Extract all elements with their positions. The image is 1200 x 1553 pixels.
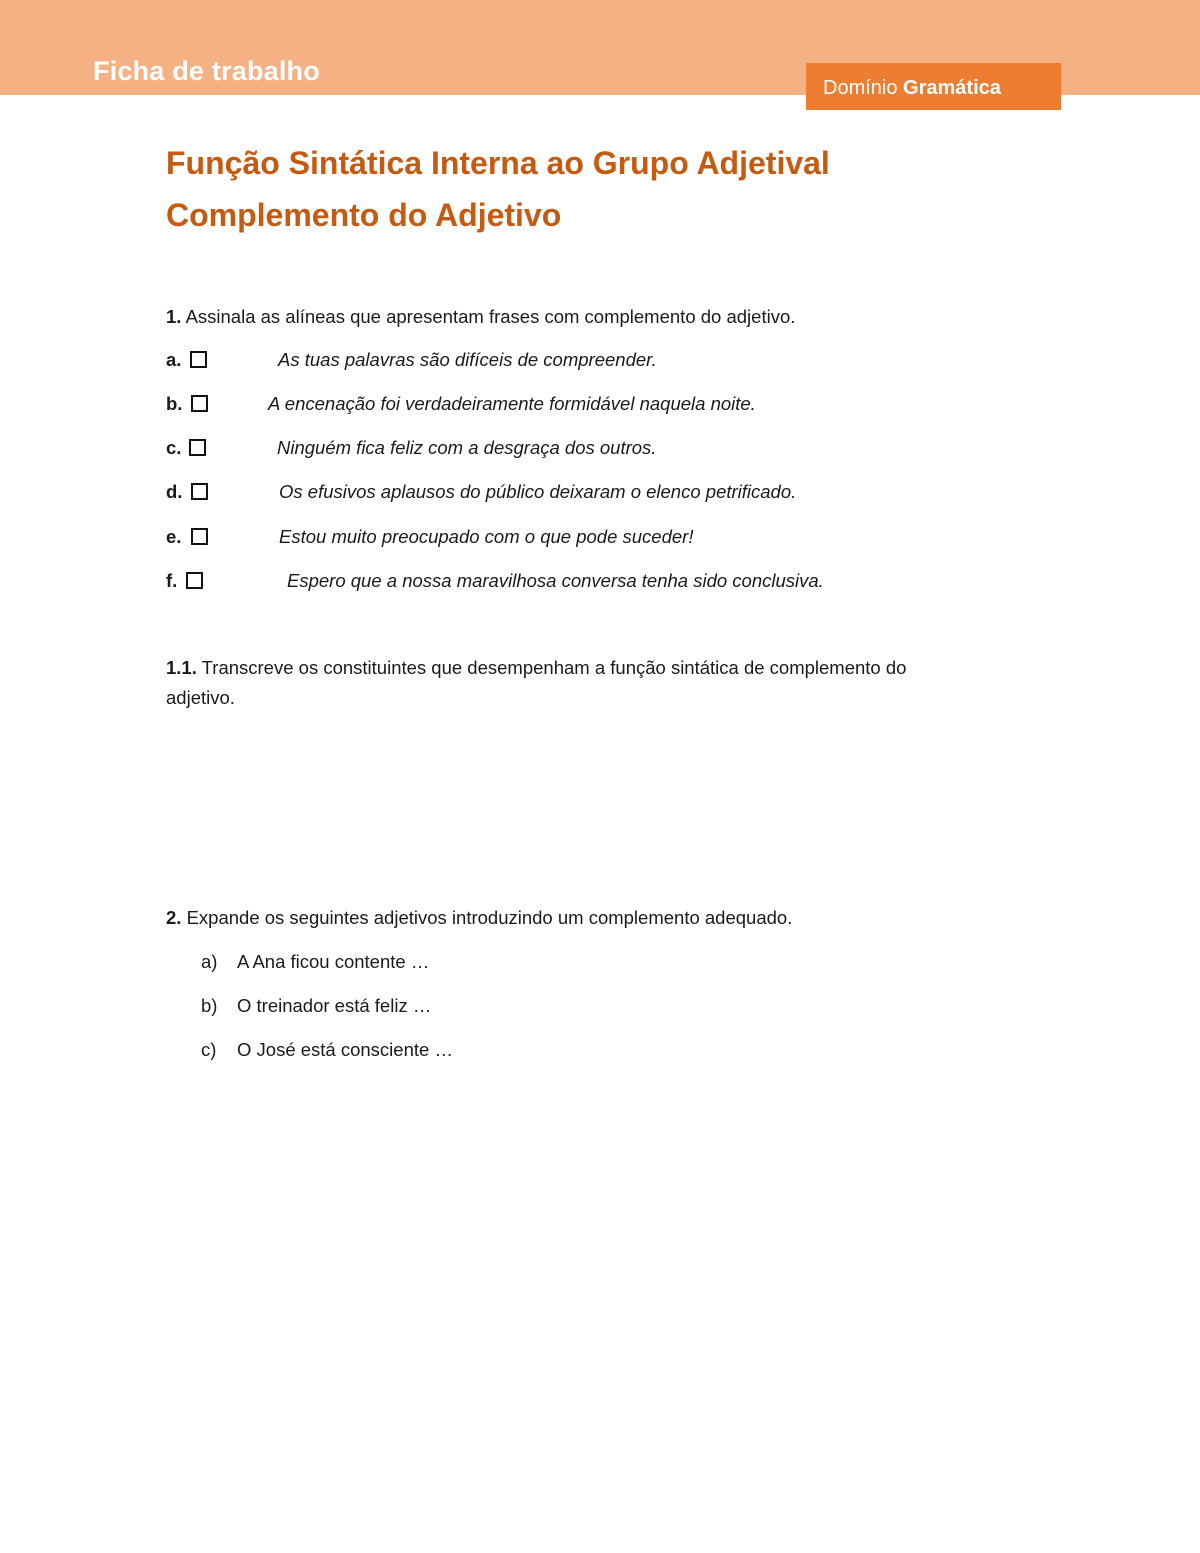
domain-badge-subject: Gramática (903, 77, 1001, 99)
question-2-number: 2. (166, 907, 182, 928)
question-1-1-number: 1.1. (166, 657, 197, 678)
option-f-checkbox[interactable] (186, 572, 203, 589)
domain-badge-prefix: Domínio (823, 77, 898, 99)
document-title: Função Sintática Interna ao Grupo Adjetival (166, 145, 830, 181)
option-letter: c. (166, 437, 182, 458)
option-c-checkbox[interactable] (189, 439, 206, 456)
option-c-sentence: Ninguém fica feliz com a desgraça dos outros. (277, 437, 657, 458)
worksheet-header-title: Ficha de trabalho (93, 56, 320, 86)
option-d-checkbox[interactable] (191, 483, 208, 500)
option-b-checkbox[interactable] (191, 395, 208, 412)
option-a-checkbox[interactable] (190, 351, 207, 368)
question-2-text: Expande os seguintes adjetivos introduzindo um complemento adequado. (186, 907, 793, 928)
option-e-checkbox[interactable] (191, 528, 208, 545)
document-subtitle: Complemento do Adjetivo (166, 197, 562, 233)
question-1-1-prompt (166, 657, 906, 679)
option-a-sentence: As tuas palavras são difíceis de compreender. (278, 349, 657, 370)
question-1-prompt (166, 306, 795, 328)
answer-area[interactable] (166, 720, 966, 890)
question-1-number: 1. (166, 306, 182, 327)
list-item-marker: a) (201, 951, 218, 972)
list-item-text: A Ana ficou contente … (237, 951, 430, 972)
question-1-text: Assinala as alíneas que apresentam frases com complemento do adjetivo. (185, 306, 796, 327)
list-item-marker: b) (201, 995, 218, 1016)
option-letter: a. (166, 349, 182, 370)
option-letter: f. (166, 570, 178, 591)
option-f-sentence: Espero que a nossa maravilhosa conversa tenha sido conclusiva. (287, 570, 824, 591)
question-1-1-prompt-continued: adjetivo. (166, 687, 235, 708)
option-letter: e. (166, 526, 182, 547)
option-b-sentence: A encenação foi verdadeiramente formidável naquela noite. (268, 393, 756, 414)
list-item-text: O José está consciente … (237, 1039, 453, 1060)
domain-badge (806, 63, 1061, 110)
option-letter: b. (166, 393, 183, 414)
option-e-sentence: Estou muito preocupado com o que pode suceder! (279, 526, 694, 547)
list-item-marker: c) (201, 1039, 217, 1060)
question-1-1-text: Transcreve os constituintes que desempenham a função sintática de complemento do (201, 657, 907, 678)
question-2-prompt (166, 907, 792, 929)
option-letter: d. (166, 481, 183, 502)
list-item-text: O treinador está feliz … (237, 995, 432, 1016)
option-d-sentence: Os efusivos aplausos do público deixaram o elenco petrificado. (279, 481, 797, 502)
